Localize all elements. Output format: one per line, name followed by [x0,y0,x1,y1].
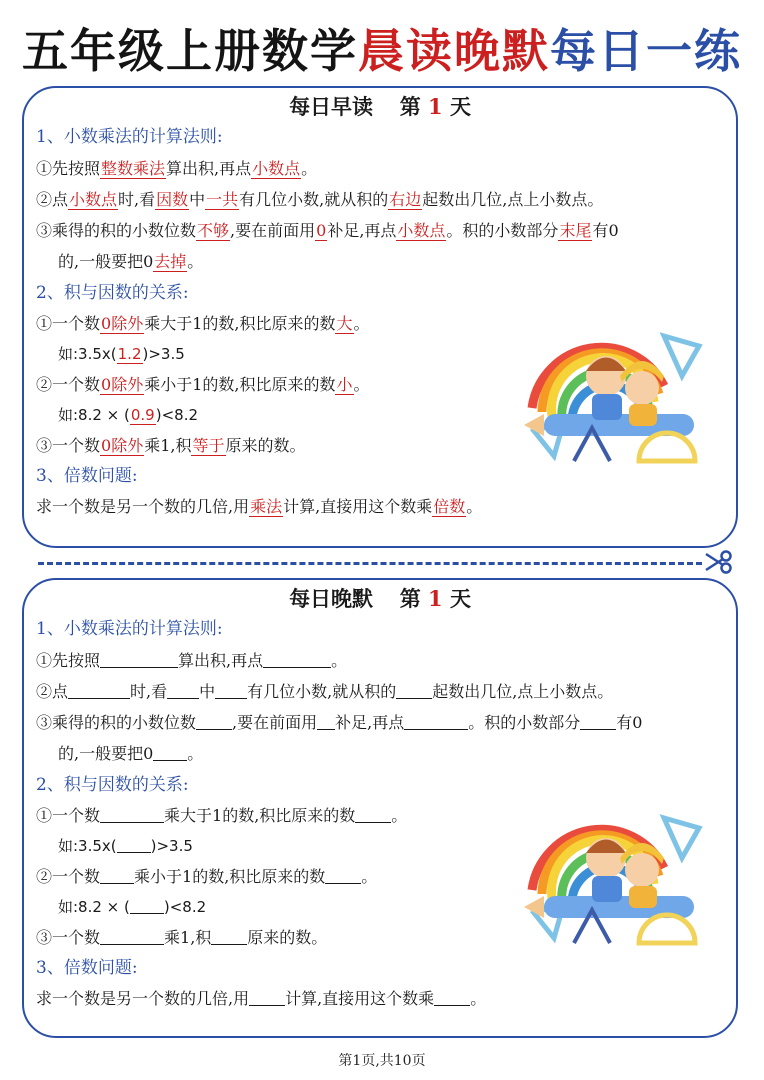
relation-line-1: ①一个数 乘大于1的数,积比原来的数 。 [36,806,408,825]
rule-line-3: ③乘得的积的小数位数不够,要在前面用0补足,再点小数点。积的小数部分末尾有0 [36,221,619,240]
answer-blank [117,834,151,853]
answer-fill: 小数点 [397,221,446,240]
answer-blank [100,865,134,884]
answer-fill: 0.9 [130,406,155,424]
section-title-relation: 2、积与因数的关系: [36,283,189,303]
relation-line-3: ③一个数 乘1,积 原来的数。 [36,928,328,947]
morning-card-heading [24,90,736,124]
evening-recall-card [22,578,738,1038]
answer-fill: 一共 [206,190,239,209]
answer-fill: 0除外 [101,375,144,394]
answer-blank [325,865,361,884]
section-title-rules: 1、小数乘法的计算法则: [36,127,223,147]
answer-blank [68,680,130,699]
section-title-multiple: 3、倍数问题: [36,958,138,978]
rule-line-3-cont: 的,一般要把0 。 [58,744,204,763]
answer-fill: 0除外 [101,436,144,455]
answer-fill: 倍数 [433,497,466,516]
multiple-line-1: 求一个数是另一个数的几倍,用 计算,直接用这个数乘 。 [36,989,487,1008]
multiple-line-1: 求一个数是另一个数的几倍,用乘法计算,直接用这个数乘倍数。 [36,497,483,516]
answer-blank [263,649,331,668]
section-title-relation: 2、积与因数的关系: [36,775,189,795]
rule-line-3-cont: 的,一般要把0去掉。 [58,252,204,271]
evening-heading-text: 每日晚默 [289,586,374,611]
answer-blank [130,895,164,914]
page-number-footer: 第1页,共10页 [338,1053,426,1069]
rule-line-1: ①先按照整数乘法算出积,再点小数点。 [36,159,318,178]
answer-fill: 乘法 [250,497,283,516]
answer-blank [215,680,247,699]
answer-fill: 去掉 [154,252,187,271]
answer-fill: 不够 [197,221,230,240]
relation-line-2: ②一个数 乘小于1的数,积比原来的数 。 [36,867,378,886]
relation-example-2: 如:8.2 × (0.9)<8.2 [58,406,199,424]
answer-fill: 末尾 [559,221,592,240]
answer-fill: 整数乘法 [101,159,166,178]
day-suffix: 天 [449,586,471,611]
answer-blank [249,987,285,1006]
answer-blank [404,711,468,730]
relation-line-2: ②一个数0除外乘小于1的数,积比原来的数小。 [36,375,370,394]
scissors-icon [704,550,734,574]
answer-blank [153,742,187,761]
answer-blank [100,926,164,945]
section-title-multiple: 3、倍数问题: [36,466,138,486]
section-title-rules: 1、小数乘法的计算法则: [36,619,223,639]
rule-line-2: ②点小数点时,看因数中一共有几位小数,就从积的右边起数出几位,点上小数点。 [36,190,604,209]
rule-line-1: ①先按照 算出积,再点 。 [36,651,348,670]
answer-fill: 1.2 [117,345,142,363]
relation-example-1: 如:3.5x( )>3.5 [58,833,193,859]
answer-blank [100,804,164,823]
answer-blank [196,711,232,730]
answer-blank [355,804,391,823]
title-part-routine: 晨读晚默 [358,24,550,78]
relation-example-1: 如:3.5x(1.2)>3.5 [58,345,185,363]
relation-line-3: ③一个数0除外乘1,积等于原来的数。 [36,436,306,455]
page-title [0,16,764,86]
kids-rainbow-illustration [514,316,704,466]
morning-heading-text: 每日早读 [289,94,374,119]
answer-fill: 0除外 [101,314,144,333]
answer-fill: 小 [336,375,353,394]
answer-blank [434,987,470,1006]
day-suffix: 天 [449,94,471,119]
answer-blank [167,680,199,699]
answer-fill: 等于 [192,436,225,455]
answer-fill: 右边 [389,190,422,209]
answer-fill: 小数点 [69,190,118,209]
answer-fill: 0 [316,221,327,240]
answer-blank [100,649,178,668]
cut-line-divider [38,562,702,565]
kids-rainbow-illustration [514,798,704,948]
title-part-daily: 每日一练 [550,24,742,78]
relation-line-1: ①一个数0除外乘大于1的数,积比原来的数大。 [36,314,370,333]
answer-fill: 小数点 [252,159,301,178]
day-prefix: 第 [399,586,421,611]
day-number: 1 [428,94,443,119]
answer-blank [396,680,432,699]
relation-example-2: 如:8.2 × ( )<8.2 [58,894,206,920]
rule-line-3: ③乘得的积的小数位数 ,要在前面用 补足,再点 。积的小数部分 有0 [36,713,643,732]
morning-reading-card [22,86,738,548]
answer-blank [317,711,335,730]
evening-card-heading [24,582,736,616]
day-number: 1 [428,586,443,611]
answer-blank [580,711,616,730]
rule-line-2: ②点 时,看 中 有几位小数,就从积的 起数出几位,点上小数点。 [36,682,614,701]
title-part-grade: 五年级上册数学 [22,24,358,78]
answer-fill: 大 [336,314,353,333]
day-prefix: 第 [399,94,421,119]
answer-fill: 因数 [156,190,189,209]
answer-blank [211,926,247,945]
